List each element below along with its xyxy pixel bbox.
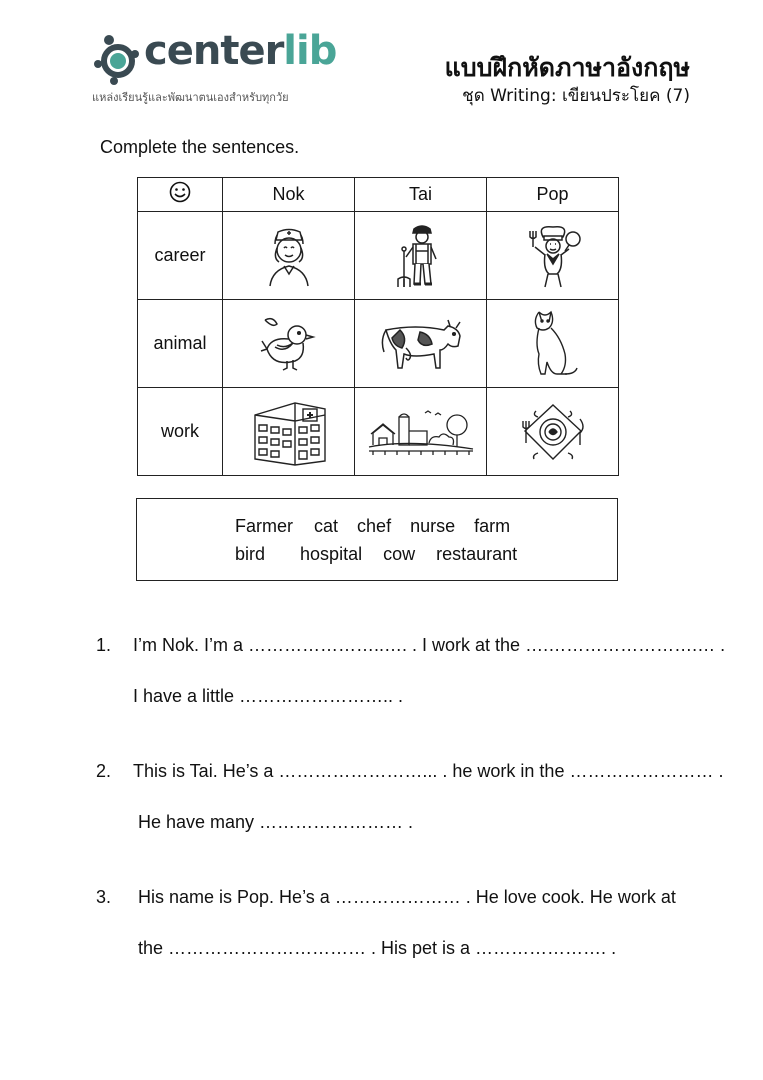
word-bank-word: hospital <box>300 544 363 564</box>
logo-mark-icon <box>92 34 142 86</box>
word-bank-word: cow <box>383 544 416 564</box>
tai-work-cell <box>355 388 487 476</box>
instruction: Complete the sentences. <box>100 137 300 157</box>
worksheet-subtitle: ชุด Writing: เขียนประโยค (7) <box>462 86 690 106</box>
word-bank-word: cat <box>314 516 339 536</box>
row-label-career: career <box>138 212 223 300</box>
table-row-work <box>138 388 619 476</box>
question-3-line-1: His name is Pop. He’s a ………………… . He love cook. He work at <box>138 887 676 907</box>
table-row-animal <box>138 300 619 388</box>
pop-work-cell <box>487 388 619 476</box>
word-bank-word: restaurant <box>436 544 518 564</box>
word-bank-word: chef <box>357 516 392 536</box>
word-bank-word: bird <box>235 544 266 564</box>
nok-animal-cell <box>223 300 355 388</box>
cat-icon <box>525 308 581 380</box>
smiley-icon <box>169 181 191 203</box>
column-header-nok: Nok <box>223 178 355 212</box>
bird-icon <box>259 315 319 373</box>
hospital-icon <box>249 397 329 467</box>
question-2-line-1: This is Tai. He’s a ……………………... . he work in the …………………… . <box>133 761 724 781</box>
word-bank-line-2 <box>235 544 517 565</box>
table-row-career <box>138 212 619 300</box>
brand-tagline: แหล่งเรียนรู้และพัฒนาตนเองสำหรับทุกวัย <box>92 91 289 104</box>
question-1-line-2: I have a little …………………….. . <box>133 686 404 706</box>
table-corner <box>138 178 223 212</box>
row-label-work: work <box>138 388 223 476</box>
question-1-number: 1. <box>96 635 112 655</box>
question-1-line-1: I’m Nok. I’m a …………………..…. . I work at the ….…………………….… . <box>133 635 726 655</box>
row-label-animal: animal <box>138 300 223 388</box>
word-bank-word: farm <box>474 516 511 536</box>
word-bank <box>136 498 618 581</box>
tai-career-cell <box>355 212 487 300</box>
question-3-line-2: the …………………………… . His pet is a …………………. . <box>138 938 617 958</box>
chef-icon <box>521 221 585 291</box>
pop-career-cell <box>487 212 619 300</box>
question-2-line-2: He have many …………………… . <box>138 812 414 832</box>
column-header-tai: Tai <box>355 178 487 212</box>
tai-animal-cell <box>355 300 487 388</box>
logo <box>92 28 337 108</box>
cow-icon <box>376 316 466 372</box>
pop-animal-cell <box>487 300 619 388</box>
word-bank-word: Farmer <box>235 516 293 536</box>
nok-work-cell <box>223 388 355 476</box>
question-3-number: 3. <box>96 887 112 907</box>
table-header-row <box>138 178 619 212</box>
brand-name: centerlib <box>144 28 337 74</box>
farm-icon <box>365 407 477 457</box>
restaurant-icon <box>516 401 590 463</box>
word-bank-line-1 <box>235 516 510 537</box>
worksheet-title: แบบฝึกหัดภาษาอังกฤษ <box>444 53 690 82</box>
vocabulary-table <box>137 177 619 476</box>
column-header-pop: Pop <box>487 178 619 212</box>
nurse-icon <box>262 224 316 288</box>
question-2-number: 2. <box>96 761 112 781</box>
nok-career-cell <box>223 212 355 300</box>
farmer-icon <box>390 221 452 291</box>
word-bank-word: nurse <box>410 516 456 536</box>
